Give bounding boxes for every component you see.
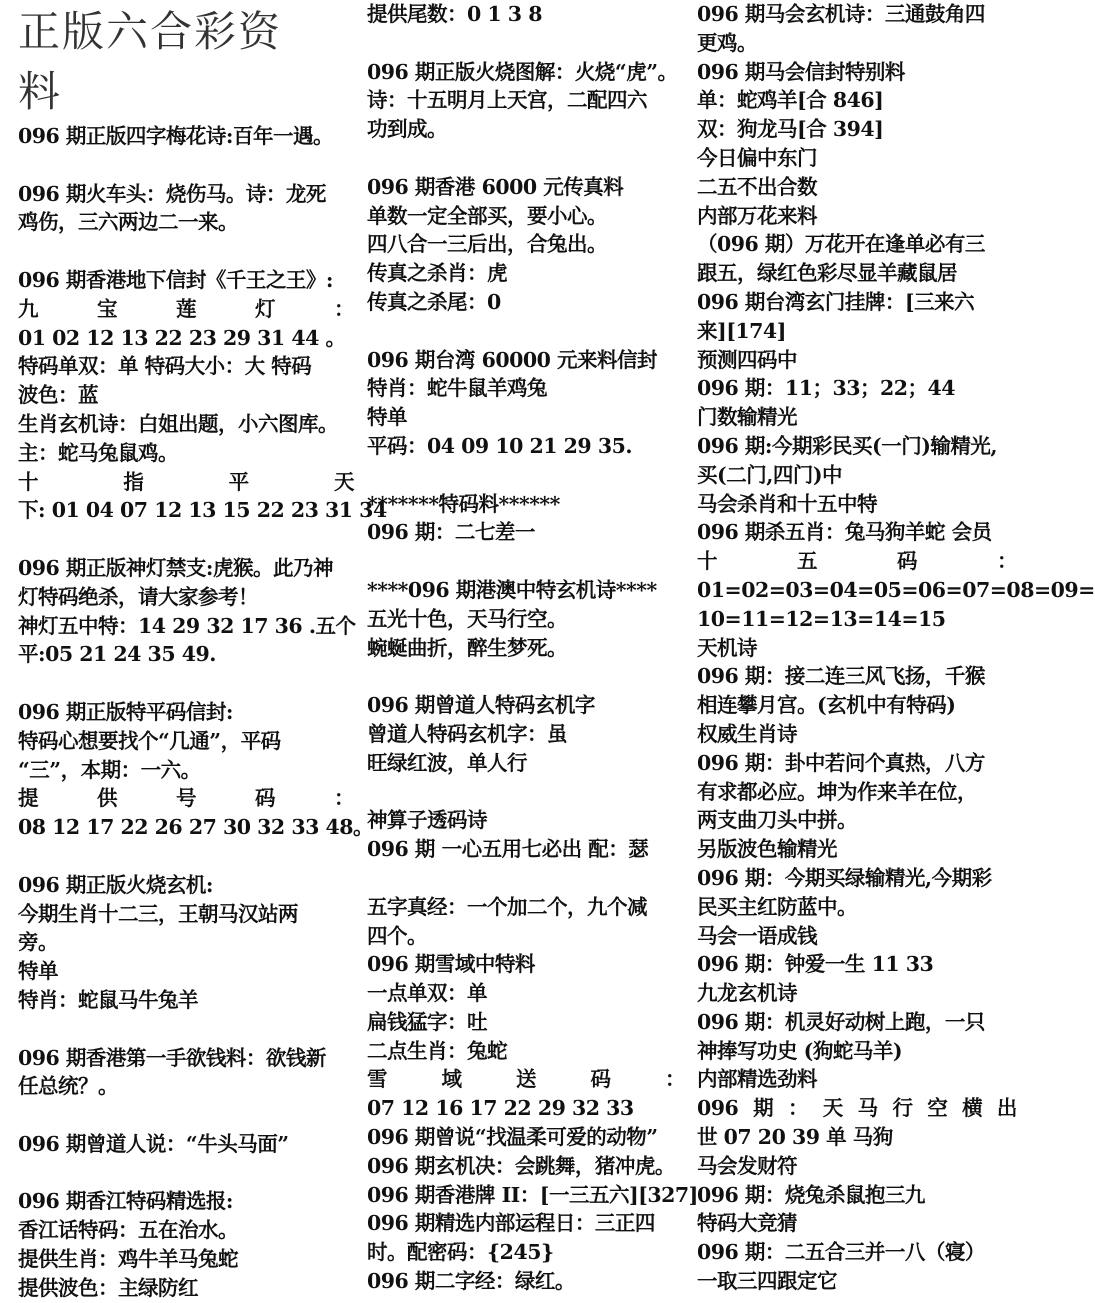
col3-text-line: 096 期:今期彩民买(一门)输精光, (697, 433, 998, 458)
column-right-text (697, 0, 1095, 1296)
col2-text-line: 四八合一三后出，合兔出。 (367, 232, 607, 257)
col3-text-line: 内部精选劲料 (697, 1067, 817, 1092)
spaced-segment: 指 (123, 469, 144, 494)
col3-text-line: 九龙玄机诗 (697, 981, 797, 1006)
col1-text-line (18, 1015, 354, 1044)
col2-text-line: 特肖：蛇牛鼠羊鸡兔 (367, 376, 547, 401)
col1-text-line: 今期生肖十二三，王朝马汉站两 (18, 901, 298, 926)
col2-text-line: 096 期香港 6000 元传真料 (367, 174, 624, 199)
column-right (697, 0, 1095, 1296)
col1-text-line: 提供波色：主绿防红 (18, 1275, 198, 1300)
col2-text-line (367, 317, 685, 346)
col3-text-line: 二五不出合数 (697, 174, 817, 199)
col3-text-line: （096 期）万花开在逢单必有三 (697, 232, 985, 257)
spaced-segment: 码 (255, 786, 275, 811)
col3-text-line: 一取三四跟定它 (697, 1269, 837, 1294)
col3-text-line: 内部万花来料 (697, 203, 817, 228)
col3-text-line: 有求都必应。坤为作来羊在位， (697, 779, 977, 804)
col1-text-line: 特码单双：单 特码大小：大 特码 (18, 354, 312, 379)
col2-text-line: 二点生肖：兔蛇 (367, 1038, 507, 1063)
col3-text-line: 马会杀肖和十五中特 (697, 491, 877, 516)
col3-text-line: 民买主红防蓝中。 (697, 894, 857, 919)
spaced-segment: 雪 (367, 1067, 387, 1092)
spaced-segment: 码 (590, 1067, 611, 1092)
spaced-segment: 行 (892, 1096, 913, 1121)
col2-text-line: 096 期精选内部运程日：三正四 (367, 1211, 655, 1236)
col1-text-line: 平:05 21 24 35 49. (18, 642, 216, 667)
column-left-text (18, 122, 387, 1303)
page-title (18, 2, 354, 122)
col3-text-line: 神捧写功史 (狗蛇马羊) (697, 1038, 903, 1063)
col3-text-line: 096 期：今期买绿输精光,今期彩 (697, 865, 992, 890)
col2-text-line: 一点单双：单 (367, 981, 487, 1006)
col2-text-line: ****096 期港澳中特玄机诗**** (367, 577, 657, 602)
col2-text-line: 096 期 一心五用七必出 配：瑟 (367, 837, 649, 862)
spaced-segment: 十 (697, 549, 717, 574)
col2-text-line: 096 期玄机决：会跳舞，猪冲虎。 (367, 1153, 675, 1178)
spaced-segment: 送 (516, 1067, 536, 1092)
col2-text-line: 096 期：二七差一 (367, 520, 535, 545)
col1-text-line: 鸡伤，三六两边二一来。 (18, 210, 238, 235)
col3-spaced-line (697, 547, 1017, 576)
col2-text-line: 平码：04 09 10 21 29 35. (367, 433, 632, 458)
col2-text-line: 旺绿红波，单人行 (367, 750, 527, 775)
col2-text-line: 单数一定全部买，要小心。 (367, 203, 607, 228)
spaced-segment: 九 (18, 296, 38, 321)
col3-text-line: 权威生肖诗 (697, 721, 797, 746)
col1-text-line: 旁。 (18, 930, 58, 955)
spaced-segment: 号 (176, 786, 196, 811)
col2-text-line: 提供尾数：0 1 3 8 (367, 2, 542, 26)
col2-text-line: 五字真经：一个加二个，九个减 (367, 894, 647, 919)
column-middle-text (367, 0, 698, 1296)
col1-text-line (18, 237, 354, 266)
col2-text-line: 神算子透码诗 (367, 808, 487, 833)
col3-text-line: 今日偏中东门 (697, 145, 817, 170)
col1-spaced-line (18, 784, 354, 813)
spaced-segment: 提 (18, 786, 38, 811)
spaced-segment: 莲 (176, 296, 196, 321)
spaced-segment: 域 (441, 1067, 462, 1092)
col2-text-line (367, 29, 685, 58)
col3-text-line: 特码大竞猜 (697, 1211, 797, 1236)
col2-text-line: 特单 (367, 405, 407, 430)
col1-text-line (18, 151, 354, 180)
col3-text-line: 马会一语成钱 (697, 923, 817, 948)
col2-text-line (367, 461, 685, 490)
col2-text-line: 096 期曾道人特码玄机字 (367, 693, 595, 718)
col1-text-line: 096 期曾道人说：“牛头马面” (18, 1131, 289, 1156)
col1-text-line (18, 1159, 354, 1188)
col3-text-line: 096 期台湾玄门挂牌：[三来六 (697, 289, 975, 314)
spaced-segment: ： (334, 786, 354, 811)
col1-text-line: 096 期香港第一手欲钱料：欲钱新 (18, 1045, 326, 1070)
col1-text-line: 096 期正版特平码信封: (18, 699, 233, 724)
col1-text-line: 01 02 12 13 22 23 29 31 44 。 (18, 325, 346, 350)
col3-text-line: 096 期马会玄机诗：三通鼓角四 (697, 2, 985, 26)
col1-text-line: 096 期正版火烧玄机: (18, 872, 213, 897)
spaced-segment: 天 (333, 469, 354, 494)
col2-text-line (367, 547, 685, 576)
col2-text-line: 096 期台湾 60000 元来料信封 (367, 347, 658, 372)
col3-text-line: 相连攀月宫。(玄机中有特码) (697, 693, 956, 718)
col3-text-line: 两支曲刀头中拼。 (697, 808, 857, 833)
col3-text-line: 更鸡。 (697, 30, 757, 55)
col2-text-line: 096 期曾说“找温柔可爱的动物” (367, 1125, 658, 1150)
col3-text-line: 096 期：卦中若问个真热，八方 (697, 750, 985, 775)
spaced-segment: 马 (857, 1096, 878, 1121)
spaced-segment: 平 (228, 469, 249, 494)
col2-text-line: 传真之杀尾：0 (367, 289, 501, 314)
spaced-segment: 供 (97, 786, 117, 811)
col2-text-line (367, 778, 685, 807)
col1-text-line (18, 1101, 354, 1130)
col3-text-line: 096 期：二五合三并一八（寝） (697, 1240, 985, 1265)
col1-text-line: 生肖玄机诗：白姐出题，小六图库。 (18, 411, 338, 436)
col1-text-line: “三”，本期：一六。 (18, 757, 201, 782)
col2-text-line: 五光十色，天马行空。 (367, 606, 567, 631)
col2-text-line (367, 864, 685, 893)
column-left (18, 0, 387, 1303)
col1-text-line (18, 669, 354, 698)
spaced-segment: ： (787, 1096, 808, 1121)
col2-text-line: 扁钱猛字：吐 (367, 1009, 487, 1034)
col3-text-line: 单：蛇鸡羊[合 846] (697, 88, 884, 113)
col1-text-line: 特肖：蛇鼠马牛兔羊 (18, 987, 198, 1012)
col1-text-line: 特单 (18, 959, 58, 984)
col3-text-line: 世 07 20 39 单 马狗 (697, 1125, 893, 1150)
col1-text-line: 灯特码绝杀，请大家参考！ (18, 584, 258, 609)
spaced-segment: 码 (897, 549, 917, 574)
column-middle (367, 0, 698, 1296)
col3-spaced-line (697, 1094, 1017, 1123)
col2-text-line: 时。配密码：{245} (367, 1240, 554, 1265)
col2-text-line: *******特码料****** (367, 491, 560, 516)
col1-text-line: 香江话特码：五在治水。 (18, 1218, 238, 1243)
col2-text-line: 096 期雪域中特料 (367, 952, 535, 977)
col1-text-line: 波色：蓝 (18, 383, 98, 408)
col3-text-line: 天机诗 (697, 635, 757, 660)
col1-text-line (18, 525, 354, 554)
col1-text-line: 任总统？。 (18, 1074, 118, 1099)
col2-text-line: 功到成。 (367, 117, 447, 142)
spaced-segment: ： (334, 296, 354, 321)
col3-text-line: 跟五，绿红色彩尽显羊藏鼠居 (697, 261, 957, 286)
spaced-segment: 空 (927, 1096, 948, 1121)
col1-text-line: 提供生肖：鸡牛羊马兔蛇 (18, 1247, 238, 1272)
col3-text-line: 另版波色输精光 (697, 837, 837, 862)
col1-text-line: 096 期正版神灯禁支:虎猴。此乃神 (18, 555, 333, 580)
spaced-segment: 横 (962, 1096, 983, 1121)
spaced-segment: 096 (697, 1096, 739, 1121)
spaced-segment: ： (997, 549, 1017, 574)
spaced-segment: ： (665, 1067, 685, 1092)
page-title-line-1: 正版六合彩资 (18, 7, 283, 56)
col2-text-line: 传真之杀肖：虎 (367, 261, 507, 286)
col1-text-line: 特码心想要找个“几通”，平码 (18, 728, 281, 753)
page-title-line-2: 料 (18, 67, 63, 116)
col3-text-line: 门数输精光 (697, 405, 797, 430)
col3-text-line: 买(二门,四门)中 (697, 462, 843, 487)
col1-text-line: 08 12 17 22 26 27 30 32 33 48。 (18, 815, 374, 840)
col1-text-line: 096 期火车头：烧伤马。诗：龙死 (18, 181, 326, 206)
col2-text-line: 096 期二字经：绿红。 (367, 1269, 575, 1294)
col2-text-line: 096 期香港牌 II：[一三五六][327] (367, 1182, 698, 1207)
col1-text-line: 主：蛇马兔鼠鸡。 (18, 440, 178, 465)
spaced-segment: 宝 (97, 296, 117, 321)
spaced-segment: 期 (753, 1096, 774, 1121)
spaced-segment: 五 (797, 549, 817, 574)
spaced-segment: 十 (18, 469, 38, 494)
col1-text-line: 下: 01 04 07 12 13 15 22 23 31 34 (18, 498, 387, 523)
col3-text-line: 10=11=12=13=14=15 (697, 606, 946, 631)
col3-text-line: 096 期：烧兔杀鼠抱三九 (697, 1182, 925, 1207)
col2-text-line: 曾道人特码玄机字：虽 (367, 721, 567, 746)
col3-text-line: 096 期：钟爱一生 11 33 (697, 952, 934, 977)
col3-text-line: 096 期马会信封特别料 (697, 59, 905, 84)
col2-spaced-line (367, 1065, 685, 1094)
col3-text-line: 预测四码中 (697, 347, 797, 372)
col3-text-line: 096 期杀五肖：兔马狗羊蛇 会员 (697, 520, 992, 545)
col2-text-line: 诗：十五明月上天宫，二配四六 (367, 88, 647, 113)
col1-text-line: 096 期香港地下信封《千王之王》: (18, 267, 333, 292)
col3-text-line: 来][174] (697, 318, 786, 343)
col1-spaced-line (18, 295, 354, 324)
col2-text-line (367, 144, 685, 173)
col2-text-line: 四个。 (367, 923, 427, 948)
col2-text-line: 096 期正版火烧图解：火烧“虎”。 (367, 59, 678, 84)
col1-text-line: 096 期正版四字梅花诗:百年一遇。 (18, 124, 333, 148)
col3-text-line: 096 期：机灵好动树上跑，一只 (697, 1009, 985, 1034)
col2-text-line (367, 662, 685, 691)
col2-text-line: 07 12 16 17 22 29 32 33 (367, 1096, 634, 1121)
col3-text-line: 双：狗龙马[合 394] (697, 117, 884, 142)
col2-text-line: 蜿蜒曲折，醉生梦死。 (367, 635, 567, 660)
col1-spaced-line (18, 468, 354, 497)
col1-text-line: 096 期香江特码精选报: (18, 1189, 233, 1214)
col3-text-line: 096 期：11；33；22；44 (697, 376, 956, 401)
col3-text-line: 096 期：接二连三风飞扬，千猴 (697, 664, 985, 689)
spaced-segment: 出 (996, 1096, 1017, 1121)
spaced-segment: 天 (822, 1096, 843, 1121)
spaced-segment: 灯 (255, 296, 275, 321)
col1-text-line (18, 842, 354, 871)
col3-text-line: 01=02=03=04=05=06=07=08=09= (697, 577, 1095, 602)
col3-text-line: 马会发财符 (697, 1153, 797, 1178)
col1-text-line: 神灯五中特：14 29 32 17 36 .五个 (18, 613, 356, 638)
